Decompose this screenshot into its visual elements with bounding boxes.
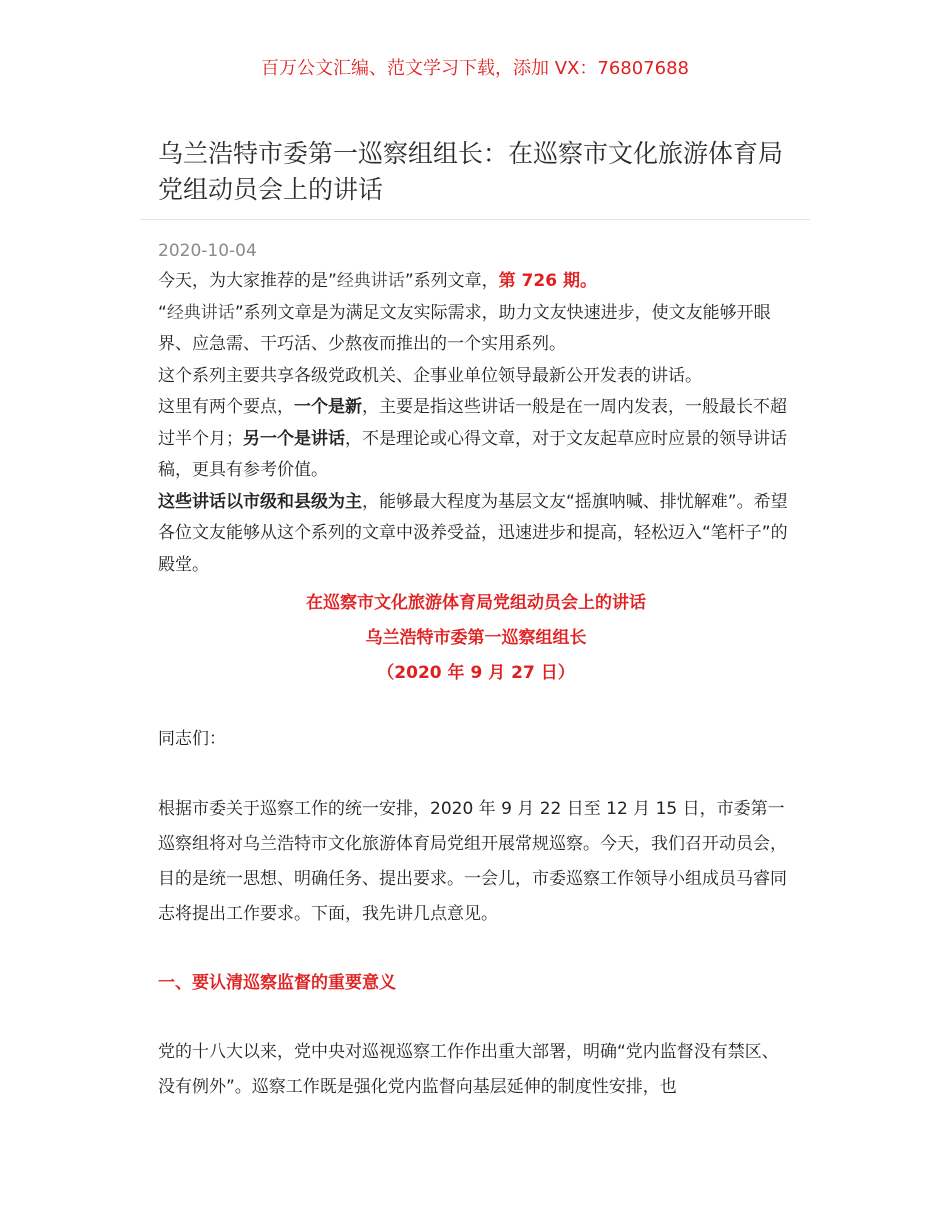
section-heading-1: 一、要认清巡察监督的重要意义 — [158, 973, 396, 993]
body-paragraph-2: 党的十八大以来，党中央对巡视巡察工作作出重大部署，明确“党内监督没有禁区、没有例外”。巡察工作既是强化党内监督向基层延伸的制度性安排，也 — [158, 1042, 779, 1097]
issue-number: 第 726 期。 — [498, 271, 597, 291]
body-paragraph-1: 根据市委关于巡察工作的统一安排，2020 年 9 月 22 日至 12 月 15 日，市委第一巡察组将对乌兰浩特市文化旅游体育局党组开展常规巡察。今天，我们召开动员会，目的是统一思想、明确任务、提出要求。一会儿，市委巡察工作领导小组成员马睿同志将提出工作要求。下面，我先讲几点意见。 — [158, 799, 787, 924]
intro-line-1 — [158, 266, 794, 298]
greeting: 同志们： — [158, 729, 226, 749]
speech-title: 在巡察市文化旅游体育局党组动员会上的讲话 — [306, 593, 646, 613]
article-title: 乌兰浩特市委第一巡察组组长：在巡察市文化旅游体育局党组动员会上的讲话 — [158, 139, 784, 204]
speech-speaker: 乌兰浩特市委第一巡察组组长 — [365, 628, 587, 648]
intro-text: ，能够最大程度为基层文友“摇旗呐喊、排忧解难”。希望各位文友能够从这个系列的文章中汲养受益，迅速进步和提高，轻松迈入“笔杆子”的殿堂。 — [158, 491, 788, 575]
intro-section — [158, 266, 794, 581]
key-point-1: 一个是新 — [294, 397, 362, 417]
intro-text: 今天，为大家推荐的是” — [158, 271, 337, 291]
intro-paragraph-4 — [158, 392, 794, 487]
intro-paragraph-5 — [158, 487, 794, 582]
series-name: 经典讲话 — [336, 271, 405, 291]
intro-text: 这里有两个要点， — [158, 397, 294, 417]
title-divider — [140, 219, 810, 220]
publish-date: 2020-10-04 — [158, 241, 257, 261]
key-point-3: 这些讲话以市级和县级为主 — [158, 491, 362, 512]
intro-text: “ — [158, 302, 167, 323]
key-point-2: 另一个是讲话 — [243, 428, 345, 449]
intro-text: ，主要是指这些讲话一般是在一周内发表，一般最长不超过半个月； — [158, 397, 787, 449]
speech-header — [158, 586, 794, 691]
promo-banner: 百万公文汇编、范文学习下载，添加 VX：76807688 — [261, 58, 689, 79]
intro-paragraph-3: 这个系列主要共享各级党政机关、企事业单位领导最新公开发表的讲话。 — [158, 365, 702, 386]
intro-text: ”系列文章， — [404, 271, 499, 291]
intro-paragraph-2 — [158, 298, 794, 361]
intro-text: ”系列文章是为满足文友实际需求，助力文友快速进步，使文友能够开眼界、应急需、干巧活、少熬夜而推出的一个实用系列。 — [158, 302, 771, 354]
speech-date: （2020 年 9 月 27 日） — [377, 663, 575, 683]
intro-text: ，不是理论或心得文章，对于文友起草应时应景的领导讲话稿，更具有参考价值。 — [158, 428, 787, 480]
series-name: 经典讲话 — [166, 302, 235, 323]
